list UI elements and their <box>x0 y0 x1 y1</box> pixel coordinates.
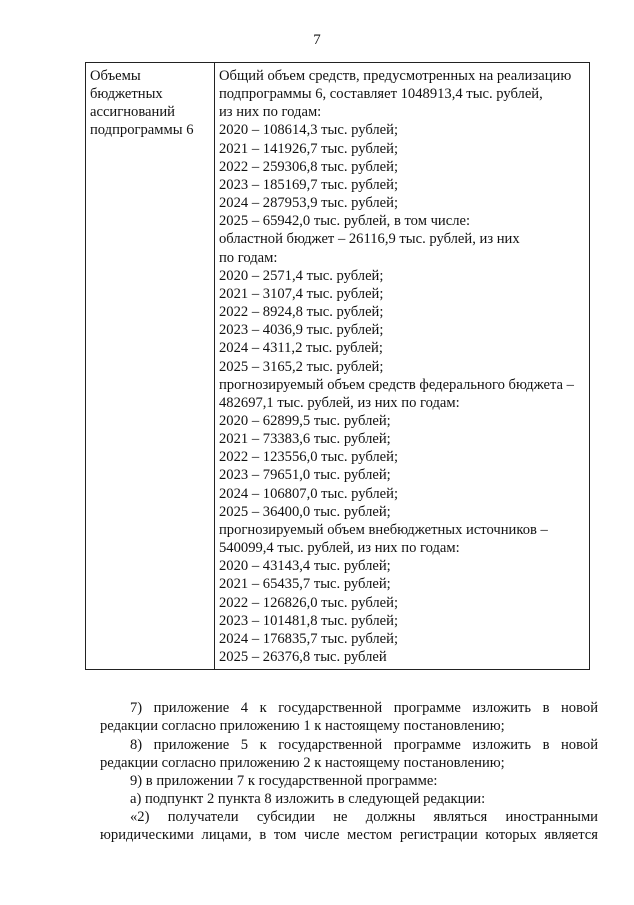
content-line: 2022 – 123556,0 тыс. рублей; <box>219 449 399 466</box>
quote-line-2: юридическими лицами, в том числе местом регистрации которых является <box>100 827 598 843</box>
content-line: 2021 – 73383,6 тыс. рублей; <box>219 431 391 448</box>
content-line: 2023 – 4036,9 тыс. рублей; <box>219 322 384 339</box>
content-line: прогнозируемый объем внебюджетных источников – <box>219 521 548 538</box>
content-line: 2020 – 108614,3 тыс. рублей; <box>219 122 399 139</box>
content-line: 2021 – 3107,4 тыс. рублей; <box>219 285 384 302</box>
paragraph-9: 9) в приложении 7 к государственной программе: <box>130 773 438 789</box>
content-line: по годам: <box>219 249 278 266</box>
content-line: 2020 – 2571,4 тыс. рублей; <box>219 267 384 284</box>
content-line: областной бюджет – 26116,9 тыс. рублей, из них <box>219 231 520 248</box>
label-line: бюджетных <box>90 86 163 103</box>
content-line: подпрограммы 6, составляет 1048913,4 тыс. рублей, <box>219 86 543 103</box>
label-line: подпрограммы 6 <box>90 122 194 139</box>
content-line: 2024 – 4311,2 тыс. рублей; <box>219 340 383 357</box>
content-line: 2021 – 65435,7 тыс. рублей; <box>219 576 391 593</box>
content-line: прогнозируемый объем средств федерального бюджета – <box>219 376 574 393</box>
table-content-cell <box>215 63 590 670</box>
content-line: 2025 – 65942,0 тыс. рублей, в том числе: <box>219 213 471 230</box>
paragraph-7-line-1: 7) приложение 4 к государственной программе изложить в новой <box>130 700 598 716</box>
content-line: 2024 – 287953,9 тыс. рублей; <box>219 195 399 212</box>
content-line: 540099,4 тыс. рублей, из них по годам: <box>219 540 460 557</box>
content-line: 2024 – 176835,7 тыс. рублей; <box>219 630 399 647</box>
content-line: 2024 – 106807,0 тыс. рублей; <box>219 485 399 502</box>
paragraph-a: а) подпункт 2 пункта 8 изложить в следующей редакции: <box>130 791 486 807</box>
content-line: 2020 – 43143,4 тыс. рублей; <box>219 558 391 575</box>
page-number: 7 <box>313 32 321 48</box>
quote-line-1: «2) получатели субсидии не должны являться иностранными <box>130 809 598 825</box>
content-line: из них по годам: <box>219 104 322 121</box>
content-line: 2022 – 126826,0 тыс. рублей; <box>219 594 399 611</box>
content-line: 2025 – 26376,8 тыс. рублей <box>219 649 387 665</box>
label-line: ассигнований <box>90 104 175 121</box>
content-line: Общий объем средств, предусмотренных на реализацию <box>219 68 572 84</box>
paragraph-8-line-1: 8) приложение 5 к государственной программе изложить в новой <box>130 737 598 753</box>
content-line: 482697,1 тыс. рублей, из них по годам: <box>219 394 460 411</box>
content-line: 2020 – 62899,5 тыс. рублей; <box>219 412 391 429</box>
content-line: 2021 – 141926,7 тыс. рублей; <box>219 140 399 157</box>
content-line: 2025 – 3165,2 тыс. рублей; <box>219 358 384 375</box>
content-line: 2023 – 101481,8 тыс. рублей; <box>219 612 399 629</box>
content-line: 2022 – 259306,8 тыс. рублей; <box>219 158 399 175</box>
content-line: 2023 – 79651,0 тыс. рублей; <box>219 467 391 484</box>
table-row <box>86 63 590 670</box>
table-label-cell <box>86 63 215 670</box>
content-line: 2025 – 36400,0 тыс. рублей; <box>219 503 391 520</box>
paragraph-8-line-2: редакции согласно приложению 2 к настоящему постановлению; <box>100 755 505 771</box>
content-line: 2023 – 185169,7 тыс. рублей; <box>219 176 399 193</box>
content-line: 2022 – 8924,8 тыс. рублей; <box>219 304 384 321</box>
budget-allocation-table <box>85 62 590 670</box>
label-line: Объемы <box>90 68 141 84</box>
paragraph-7-line-2: редакции согласно приложению 1 к настоящему постановлению; <box>100 718 505 734</box>
